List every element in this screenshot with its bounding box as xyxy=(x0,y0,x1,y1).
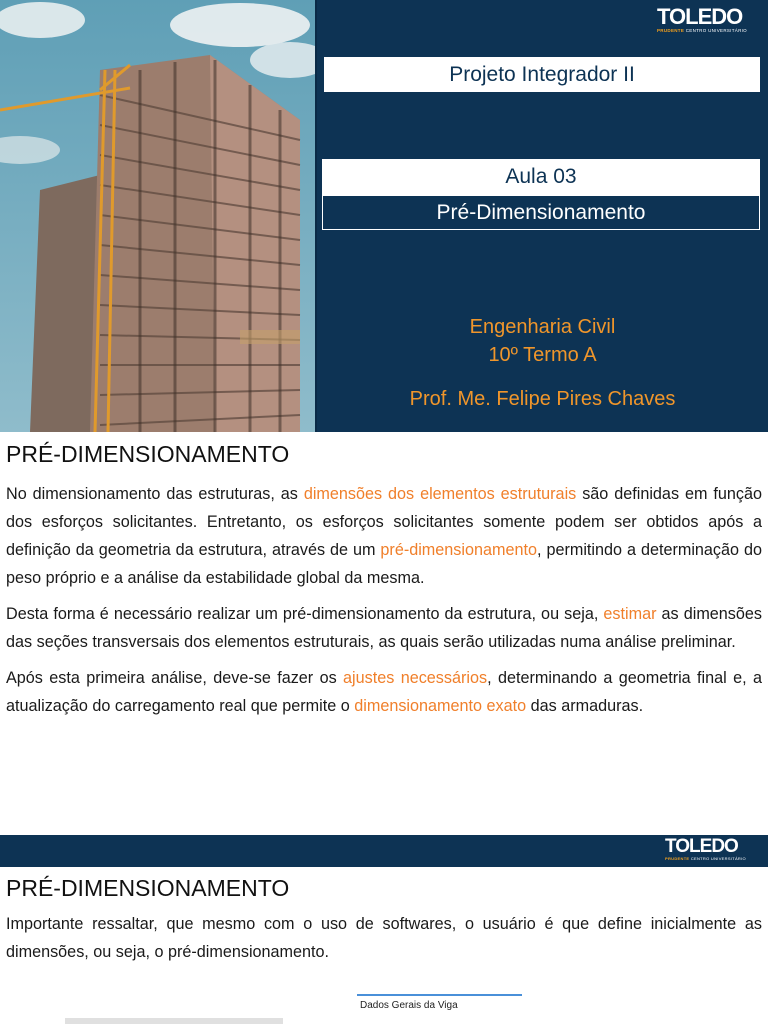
course-name: Engenharia Civil xyxy=(469,316,616,338)
logo-sub-a: PRUDENTE xyxy=(657,28,685,33)
lesson-number: Aula 03 xyxy=(322,159,760,195)
course-term: 10º Termo A xyxy=(488,344,597,366)
software-dialog xyxy=(357,994,522,1024)
paragraph-1: No dimensionamento das estruturas, as dimensões dos elementos estruturais são definidas em função dos esforços solicitantes. Entretanto, os esforços solicitantes somente podem ser obtidos após a definição da geometria da estrutura, através de um pré-dimensionamento, permitindo a determinação do peso próprio e a análise da estabilidade global da mesma. xyxy=(6,485,762,587)
vertical-divider xyxy=(315,0,317,432)
toledo-logo-small: TOLEDO PRUDENTE CENTRO UNIVERSITÁRIO xyxy=(665,836,746,861)
section2-heading: PRÉ-DIMENSIONAMENTO xyxy=(6,875,290,901)
section-2 xyxy=(6,875,762,966)
section-pre-dimensionamento xyxy=(6,441,762,720)
highlight-dimensoes: dimensões dos elementos estruturais xyxy=(303,485,577,503)
toledo-logo: TOLEDO PRUDENTE CENTRO UNIVERSITÁRIO xyxy=(657,4,747,33)
professor-name: Prof. Me. Felipe Pires Chaves xyxy=(409,388,676,410)
slide2-header-bar xyxy=(0,835,768,867)
software-screenshot-fragment xyxy=(65,1018,283,1024)
course-module-title: Projeto Integrador II xyxy=(324,57,760,92)
paragraph-2: Desta forma é necessário realizar um pré-dimensionamento da estrutura, ou seja, estimar as dimensões das seções transversais dos elementos estruturais, as quais serão utilizadas numa análise preliminar. xyxy=(6,605,762,651)
highlight-estimar: estimar xyxy=(603,605,657,623)
highlight-ajustes: ajustes necessários xyxy=(343,669,488,687)
highlight-dimensionamento-exato: dimensionamento exato xyxy=(354,697,527,715)
title-slide xyxy=(0,0,768,432)
lesson-topic: Pré-Dimensionamento xyxy=(322,195,760,230)
dialog-title: Dados Gerais da Viga xyxy=(360,1000,458,1011)
highlight-pre-dimensionamento: pré-dimensionamento xyxy=(380,541,537,559)
section2-paragraph: Importante ressaltar, que mesmo com o uso de softwares, o usuário é que define inicialmente as dimensões, ou seja, o pré-dimensionamento. xyxy=(6,915,762,961)
logo-sub-b: CENTRO UNIVERSITÁRIO xyxy=(685,28,747,33)
section-heading: PRÉ-DIMENSIONAMENTO xyxy=(6,441,290,467)
building-construction-photo xyxy=(0,0,315,432)
paragraph-3: Após esta primeira análise, deve-se fazer os ajustes necessários, determinando a geometria final e, a atualização do carregamento real que permite o dimensionamento exato das armaduras. xyxy=(6,669,762,715)
